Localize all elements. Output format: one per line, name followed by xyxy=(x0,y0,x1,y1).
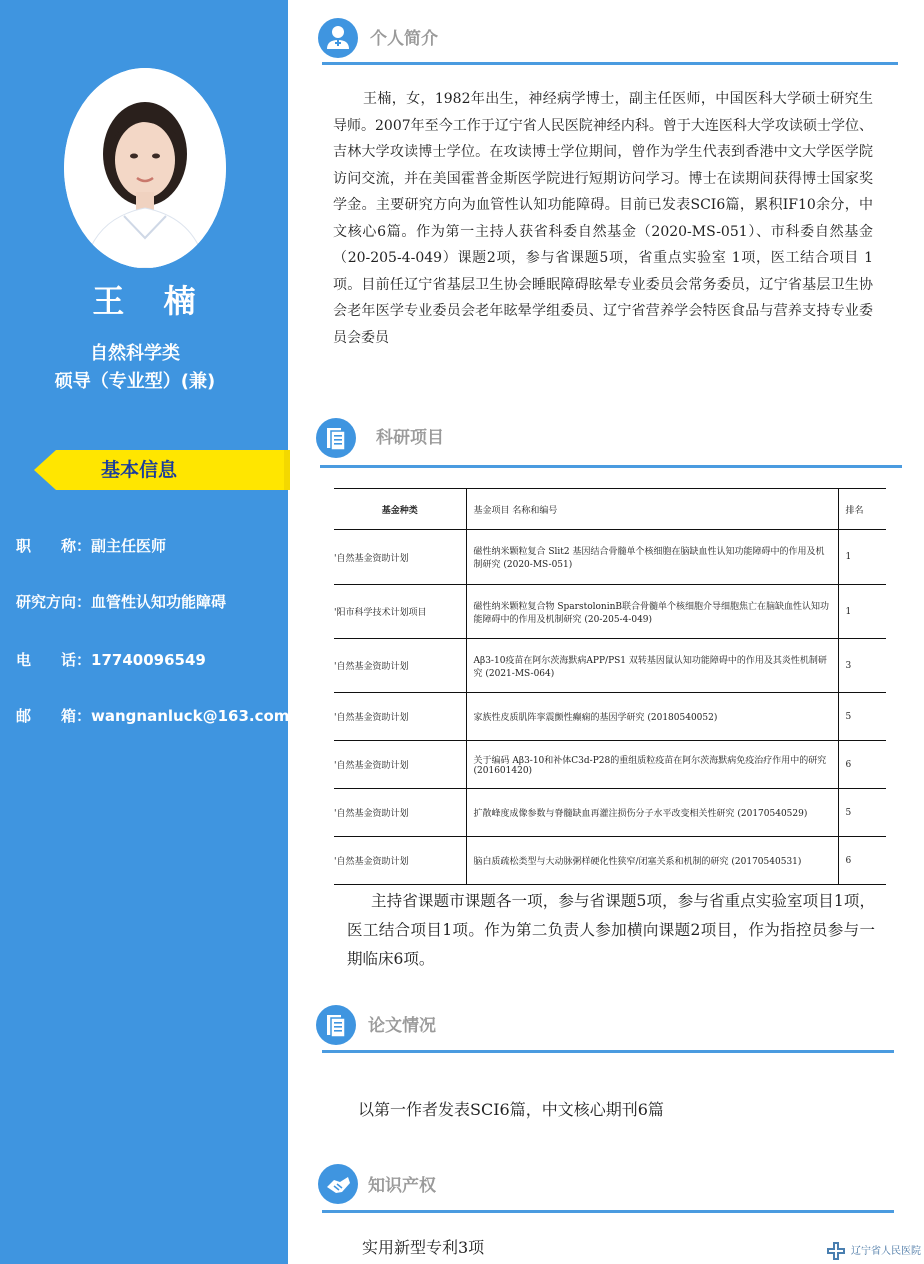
section-divider-papers xyxy=(322,1050,894,1053)
section-title-intro: 个人简介 xyxy=(370,29,438,49)
info-phone xyxy=(16,649,206,670)
info-title xyxy=(16,535,166,556)
table-row xyxy=(334,741,886,789)
table-cell-fund-type: '自然基金资助计划 xyxy=(334,741,466,789)
table-cell-fund-type: '自然基金资助计划 xyxy=(334,789,466,837)
info-phone-label: 电 话： xyxy=(16,651,92,669)
table-cell-project: 家族性皮质肌阵挛震颤性癫痫的基因学研究 (20180540052) xyxy=(466,693,838,741)
section-title-ip: 知识产权 xyxy=(368,1176,436,1196)
info-title-value: 副主任医师 xyxy=(91,537,167,555)
doctor-icon xyxy=(318,18,358,58)
table-row xyxy=(334,693,886,741)
section-title-research: 科研项目 xyxy=(376,428,444,448)
category-line-1: 自然科学类 xyxy=(90,343,180,364)
hospital-logo-icon xyxy=(826,1241,846,1261)
category-line-2: 硕导（专业型）(兼) xyxy=(54,371,216,392)
profile-name: 王 楠 xyxy=(92,282,210,320)
table-cell-project: 脑白质疏松类型与大动脉粥样硬化性狭窄/闭塞关系和机制的研究 (20170540531) xyxy=(466,837,838,885)
sidebar xyxy=(0,0,288,1264)
basic-info-heading: 基本信息 xyxy=(100,459,177,481)
table-cell-rank: 5 xyxy=(838,693,886,741)
table-cell-fund-type: '自然基金资助计划 xyxy=(334,530,466,585)
info-email-value: wangnanluck@163.com xyxy=(91,707,290,725)
handshake-icon xyxy=(318,1164,358,1204)
table-cell-project: 关于编码 Aβ3-10和补体C3d-P28的重组质粒疫苗在阿尔茨海默病免疫治疗作用中的研究 (201601420) xyxy=(466,741,838,789)
table-row xyxy=(334,530,886,585)
info-email-label: 邮 箱： xyxy=(16,707,92,725)
table-row xyxy=(334,639,886,693)
section-title-papers: 论文情况 xyxy=(368,1016,436,1036)
table-cell-rank: 1 xyxy=(838,530,886,585)
portrait-image xyxy=(64,68,226,268)
hospital-logo-text: 辽宁省人民医院 xyxy=(851,1246,921,1257)
section-divider-intro xyxy=(322,62,898,65)
research-summary: 主持省课题市课题各一项，参与省课题5项，参与省重点实验室项目1项，医工结合项目1项。作为第二负责人参加横向课题2项目，作为指控员参与一期临床6项。 xyxy=(347,892,875,968)
table-cell-rank: 1 xyxy=(838,585,886,639)
table-cell-rank: 6 xyxy=(838,741,886,789)
table-header-rank: 排名 xyxy=(838,489,886,530)
paper-icon xyxy=(316,1005,356,1045)
table-row xyxy=(334,837,886,885)
profile-photo xyxy=(64,68,226,268)
table-cell-project: 磁性纳米颗粒复合 Slit2 基因结合骨髓单个核细胞在脑缺血性认知功能障碍中的作用及机制研究 (2020-MS-051) xyxy=(466,530,838,585)
research-projects-table xyxy=(334,488,886,885)
info-phone-value: 17740096549 xyxy=(91,651,206,669)
profile-category xyxy=(0,340,270,396)
info-research-label: 研究方向： xyxy=(16,593,92,611)
table-cell-fund-type: '自然基金资助计划 xyxy=(334,639,466,693)
table-cell-rank: 6 xyxy=(838,837,886,885)
papers-text: 以第一作者发表SCI6篇，中文核心期刊6篇 xyxy=(358,1100,664,1119)
table-cell-project: Aβ3-10疫苗在阿尔茨海默病APP/PS1 双转基因鼠认知功能障碍中的作用及其炎性机制研究 (2021-MS-064) xyxy=(466,639,838,693)
table-cell-fund-type: '自然基金资助计划 xyxy=(334,693,466,741)
table-header-project: 基金项目 名称和编号 xyxy=(466,489,838,530)
section-divider-ip xyxy=(322,1210,894,1213)
table-cell-rank: 5 xyxy=(838,789,886,837)
info-research-direction xyxy=(16,591,226,612)
table-cell-fund-type: '自然基金资助计划 xyxy=(334,837,466,885)
info-email xyxy=(16,705,289,726)
info-research-value: 血管性认知功能障碍 xyxy=(91,593,227,611)
section-divider-research xyxy=(320,465,902,468)
table-cell-project: 扩散峰度成像参数与脊髓缺血再灌注损伤分子水平改变相关性研究 (20170540529) xyxy=(466,789,838,837)
table-cell-fund-type: '阳市科学技术计划项目 xyxy=(334,585,466,639)
ip-text: 实用新型专利3项 xyxy=(362,1238,485,1257)
info-title-label: 职 称： xyxy=(16,537,92,555)
table-cell-project: 磁性纳米颗粒复合物 SparstoloninB联合骨髓单个核细胞介导细胞焦亡在脑缺血性认知功能障碍中的作用及机制研究 (20-205-4-049) xyxy=(466,585,838,639)
document-icon xyxy=(316,418,356,458)
table-row xyxy=(334,789,886,837)
table-row xyxy=(334,585,886,639)
table-header-fund-type: 基金种类 xyxy=(334,489,466,530)
table-cell-rank: 3 xyxy=(838,639,886,693)
intro-paragraph: 王楠，女，1982年出生，神经病学博士，副主任医师，中国医科大学硕士研究生导师。2007年至今工作于辽宁省人民医院神经内科。曾于大连医科大学攻读硕士学位、吉林大学攻读博士学位。在攻读博士学位期间，曾作为学生代表到香港中文大学医学院访问交流，并在美国霍普金斯医学院进行短期访问学习。博士在读期间获得博士国家奖学金。主要研究方向为血管性认知功能障碍。目前已发表SCI6篇，累积IF10余分，中文核心6篇。作为第一主持人获省科委自然基金（2020-MS-051）、市科委自然基金（20-205-4-049）课题2项，参与省课题5项，省重点实验室 1项，医工结合项目 1项。目前任辽宁省基层卫生协会睡眠障碍眩晕专业委员会常务委员，辽宁省基层卫生协会老年医学专业委员会老年眩晕学组委员、辽宁省营养学会特医食品与营养支持专业委员会委员 xyxy=(333,91,873,346)
table-header-row xyxy=(334,489,886,530)
